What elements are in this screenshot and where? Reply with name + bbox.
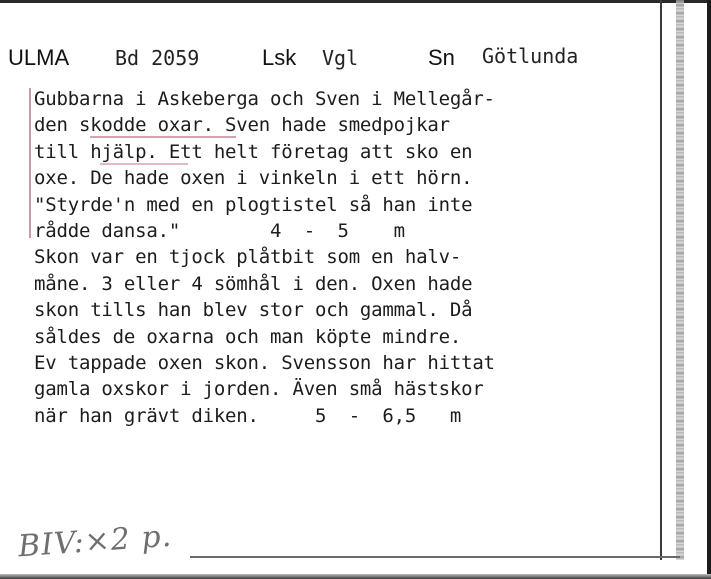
archive-code: ULMA (8, 45, 70, 70)
scan-edge-bottom (0, 574, 711, 579)
parish-label: Sn (428, 45, 455, 70)
text-line: såldes de oxarna och man köpte mindre. (34, 325, 462, 348)
text-line: till hjälp. Ett helt företag att sko en (34, 140, 473, 163)
text-line: "Styrde'n med en plogtistel så han inte (34, 193, 473, 216)
text-line: när han grävt diken. 5 - 6,5 m (34, 404, 462, 427)
text-line: skon tills han blev stor och gammal. Då (34, 299, 473, 322)
text-line: Gubbarna i Askeberga och Sven i Mellegår- (34, 88, 495, 110)
province-value: Vgl (322, 46, 359, 70)
card-header (8, 40, 648, 76)
reference-number: Bd 2059 (115, 46, 200, 70)
card-body-text (34, 86, 634, 429)
scan-edge-right-outer (707, 0, 711, 579)
text-line: gamla oxskor i jorden. Även små hästskor (34, 378, 484, 401)
margin-mark (29, 88, 31, 238)
text-line: måne. 3 eller 4 sömhål i den. Oxen hade (34, 272, 473, 295)
scan-edge-right-strip (676, 0, 684, 560)
scan-edge-right-inner (660, 0, 662, 560)
text-line: den skodde oxar. Sven hade smedpojkar (34, 114, 450, 137)
parish-value: Götlunda (482, 44, 579, 68)
text-line: Skon var en tjock plåtbit som en halv- (34, 246, 462, 269)
text-line: rådde dansa." 4 - 5 m (34, 219, 405, 242)
province-label: Lsk (262, 45, 297, 70)
scan-edge-top (0, 0, 711, 3)
text-line: oxe. De hade oxen i vinkeln i ett hörn. (34, 167, 473, 190)
handwritten-note: BIV:×2 p. (16, 518, 174, 565)
text-line: Ev tappade oxen skon. Svensson har hittat (34, 351, 495, 374)
scan-edge-bottom-line (190, 556, 680, 558)
